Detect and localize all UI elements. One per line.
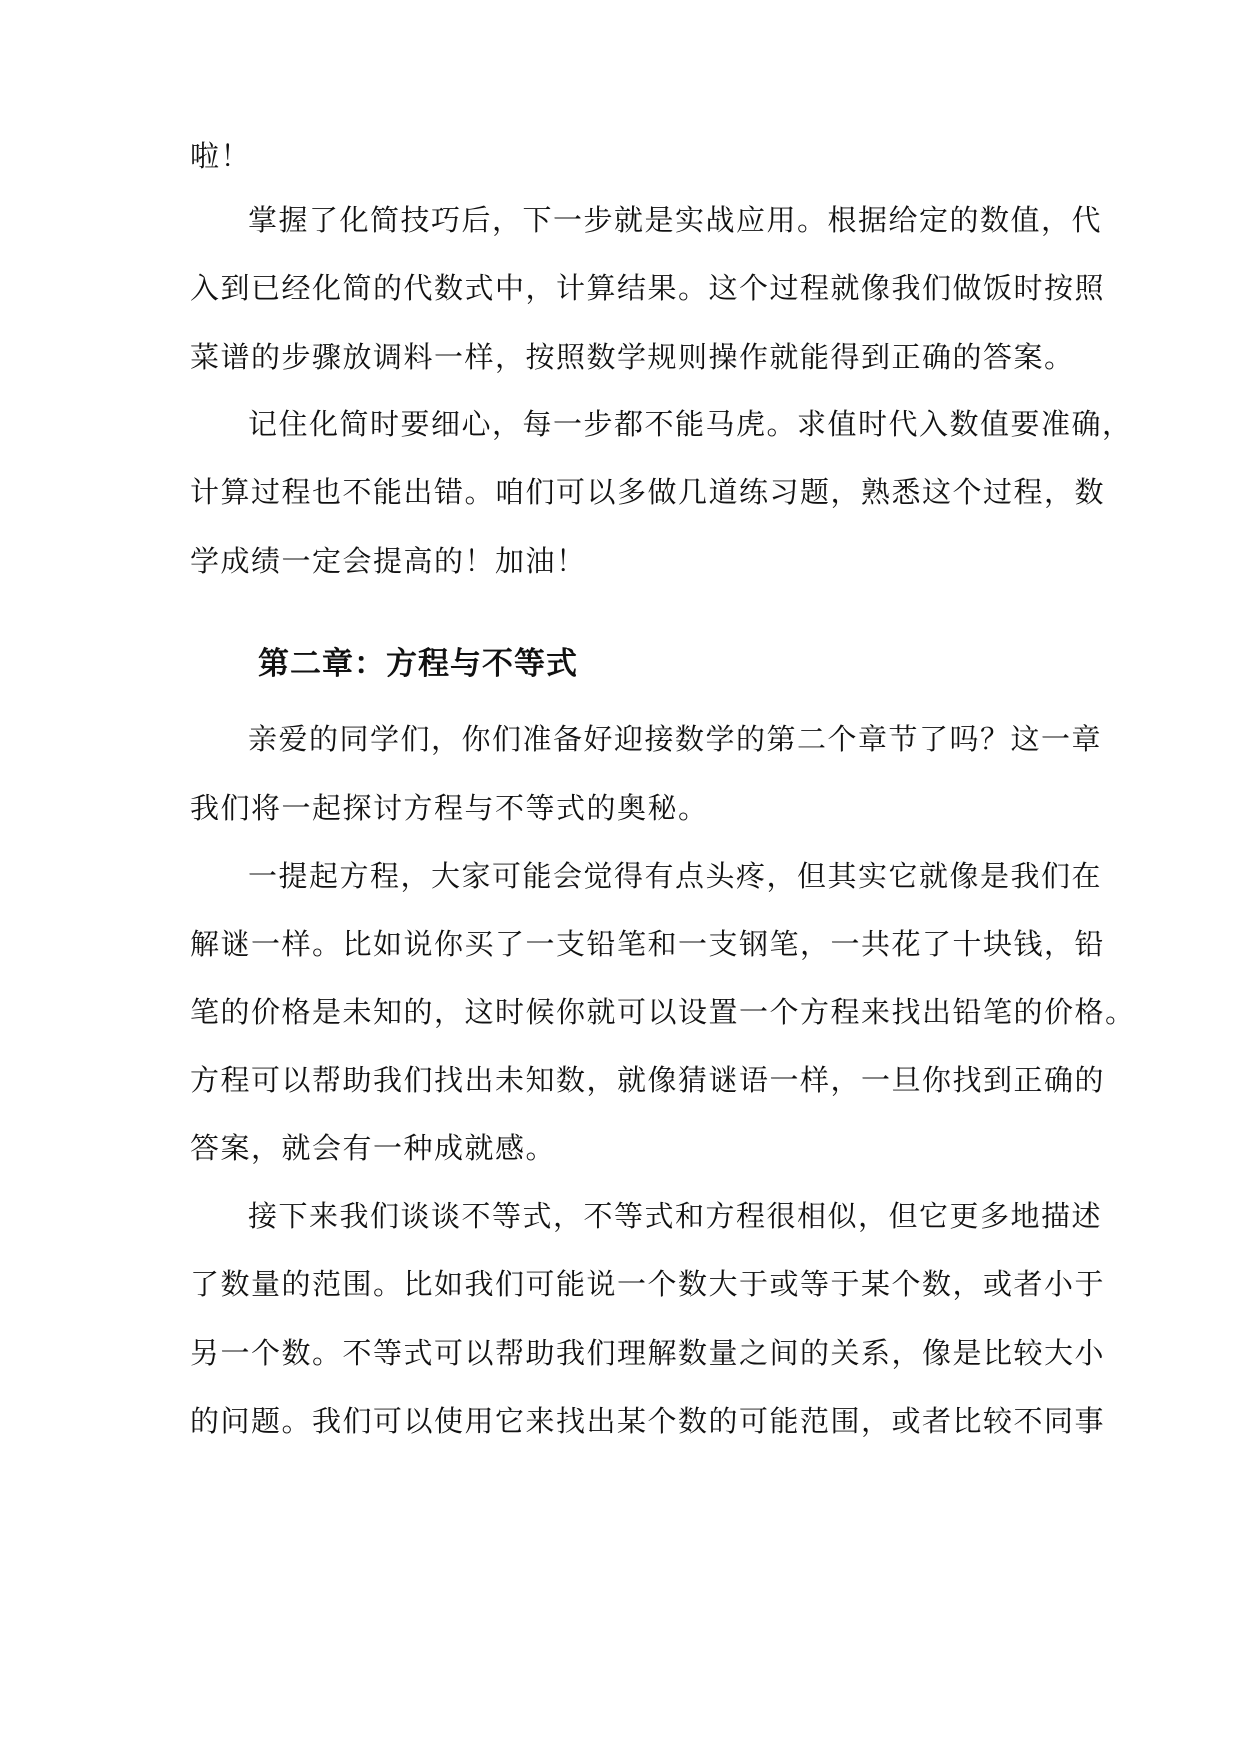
paragraph-line: 接下来我们谈谈不等式，不等式和方程很相似，但它更多地描述: [248, 1199, 1103, 1233]
chapter-heading: 第二章：方程与不等式: [258, 646, 578, 682]
paragraph-line: 啦！: [190, 139, 252, 173]
paragraph-line: 一提起方程，大家可能会觉得有点头疼，但其实它就像是我们在: [248, 859, 1103, 893]
paragraph-line: 学成绩一定会提高的！加油！: [190, 544, 587, 578]
paragraph-line: 计算过程也不能出错。咱们可以多做几道练习题，熟悉这个过程，数: [190, 475, 1106, 509]
paragraph-line: 记住化简时要细心，每一步都不能马虎。求值时代入数值要准确，: [248, 407, 1133, 441]
paragraph-line: 掌握了化简技巧后，下一步就是实战应用。根据给定的数值，代: [248, 203, 1103, 237]
paragraph-line: 菜谱的步骤放调料一样，按照数学规则操作就能得到正确的答案。: [190, 340, 1075, 374]
paragraph-line: 的问题。我们可以使用它来找出某个数的可能范围，或者比较不同事: [190, 1404, 1106, 1438]
paragraph-line: 解谜一样。比如说你买了一支铅笔和一支钢笔，一共花了十块钱，铅: [190, 927, 1106, 961]
paragraph-line: 亲爱的同学们，你们准备好迎接数学的第二个章节了吗？这一章: [248, 722, 1103, 756]
paragraph-line: 了数量的范围。比如我们可能说一个数大于或等于某个数，或者小于: [190, 1267, 1106, 1301]
paragraph-line: 入到已经化简的代数式中，计算结果。这个过程就像我们做饭时按照: [190, 271, 1106, 305]
paragraph-line: 另一个数。不等式可以帮助我们理解数量之间的关系，像是比较大小: [190, 1336, 1106, 1370]
paragraph-line: 答案，就会有一种成就感。: [190, 1131, 557, 1165]
paragraph-line: 我们将一起探讨方程与不等式的奥秘。: [190, 791, 709, 825]
paragraph-line: 方程可以帮助我们找出未知数，就像猜谜语一样，一旦你找到正确的: [190, 1063, 1106, 1097]
paragraph-line: 笔的价格是未知的，这时候你就可以设置一个方程来找出铅笔的价格。: [190, 995, 1136, 1029]
